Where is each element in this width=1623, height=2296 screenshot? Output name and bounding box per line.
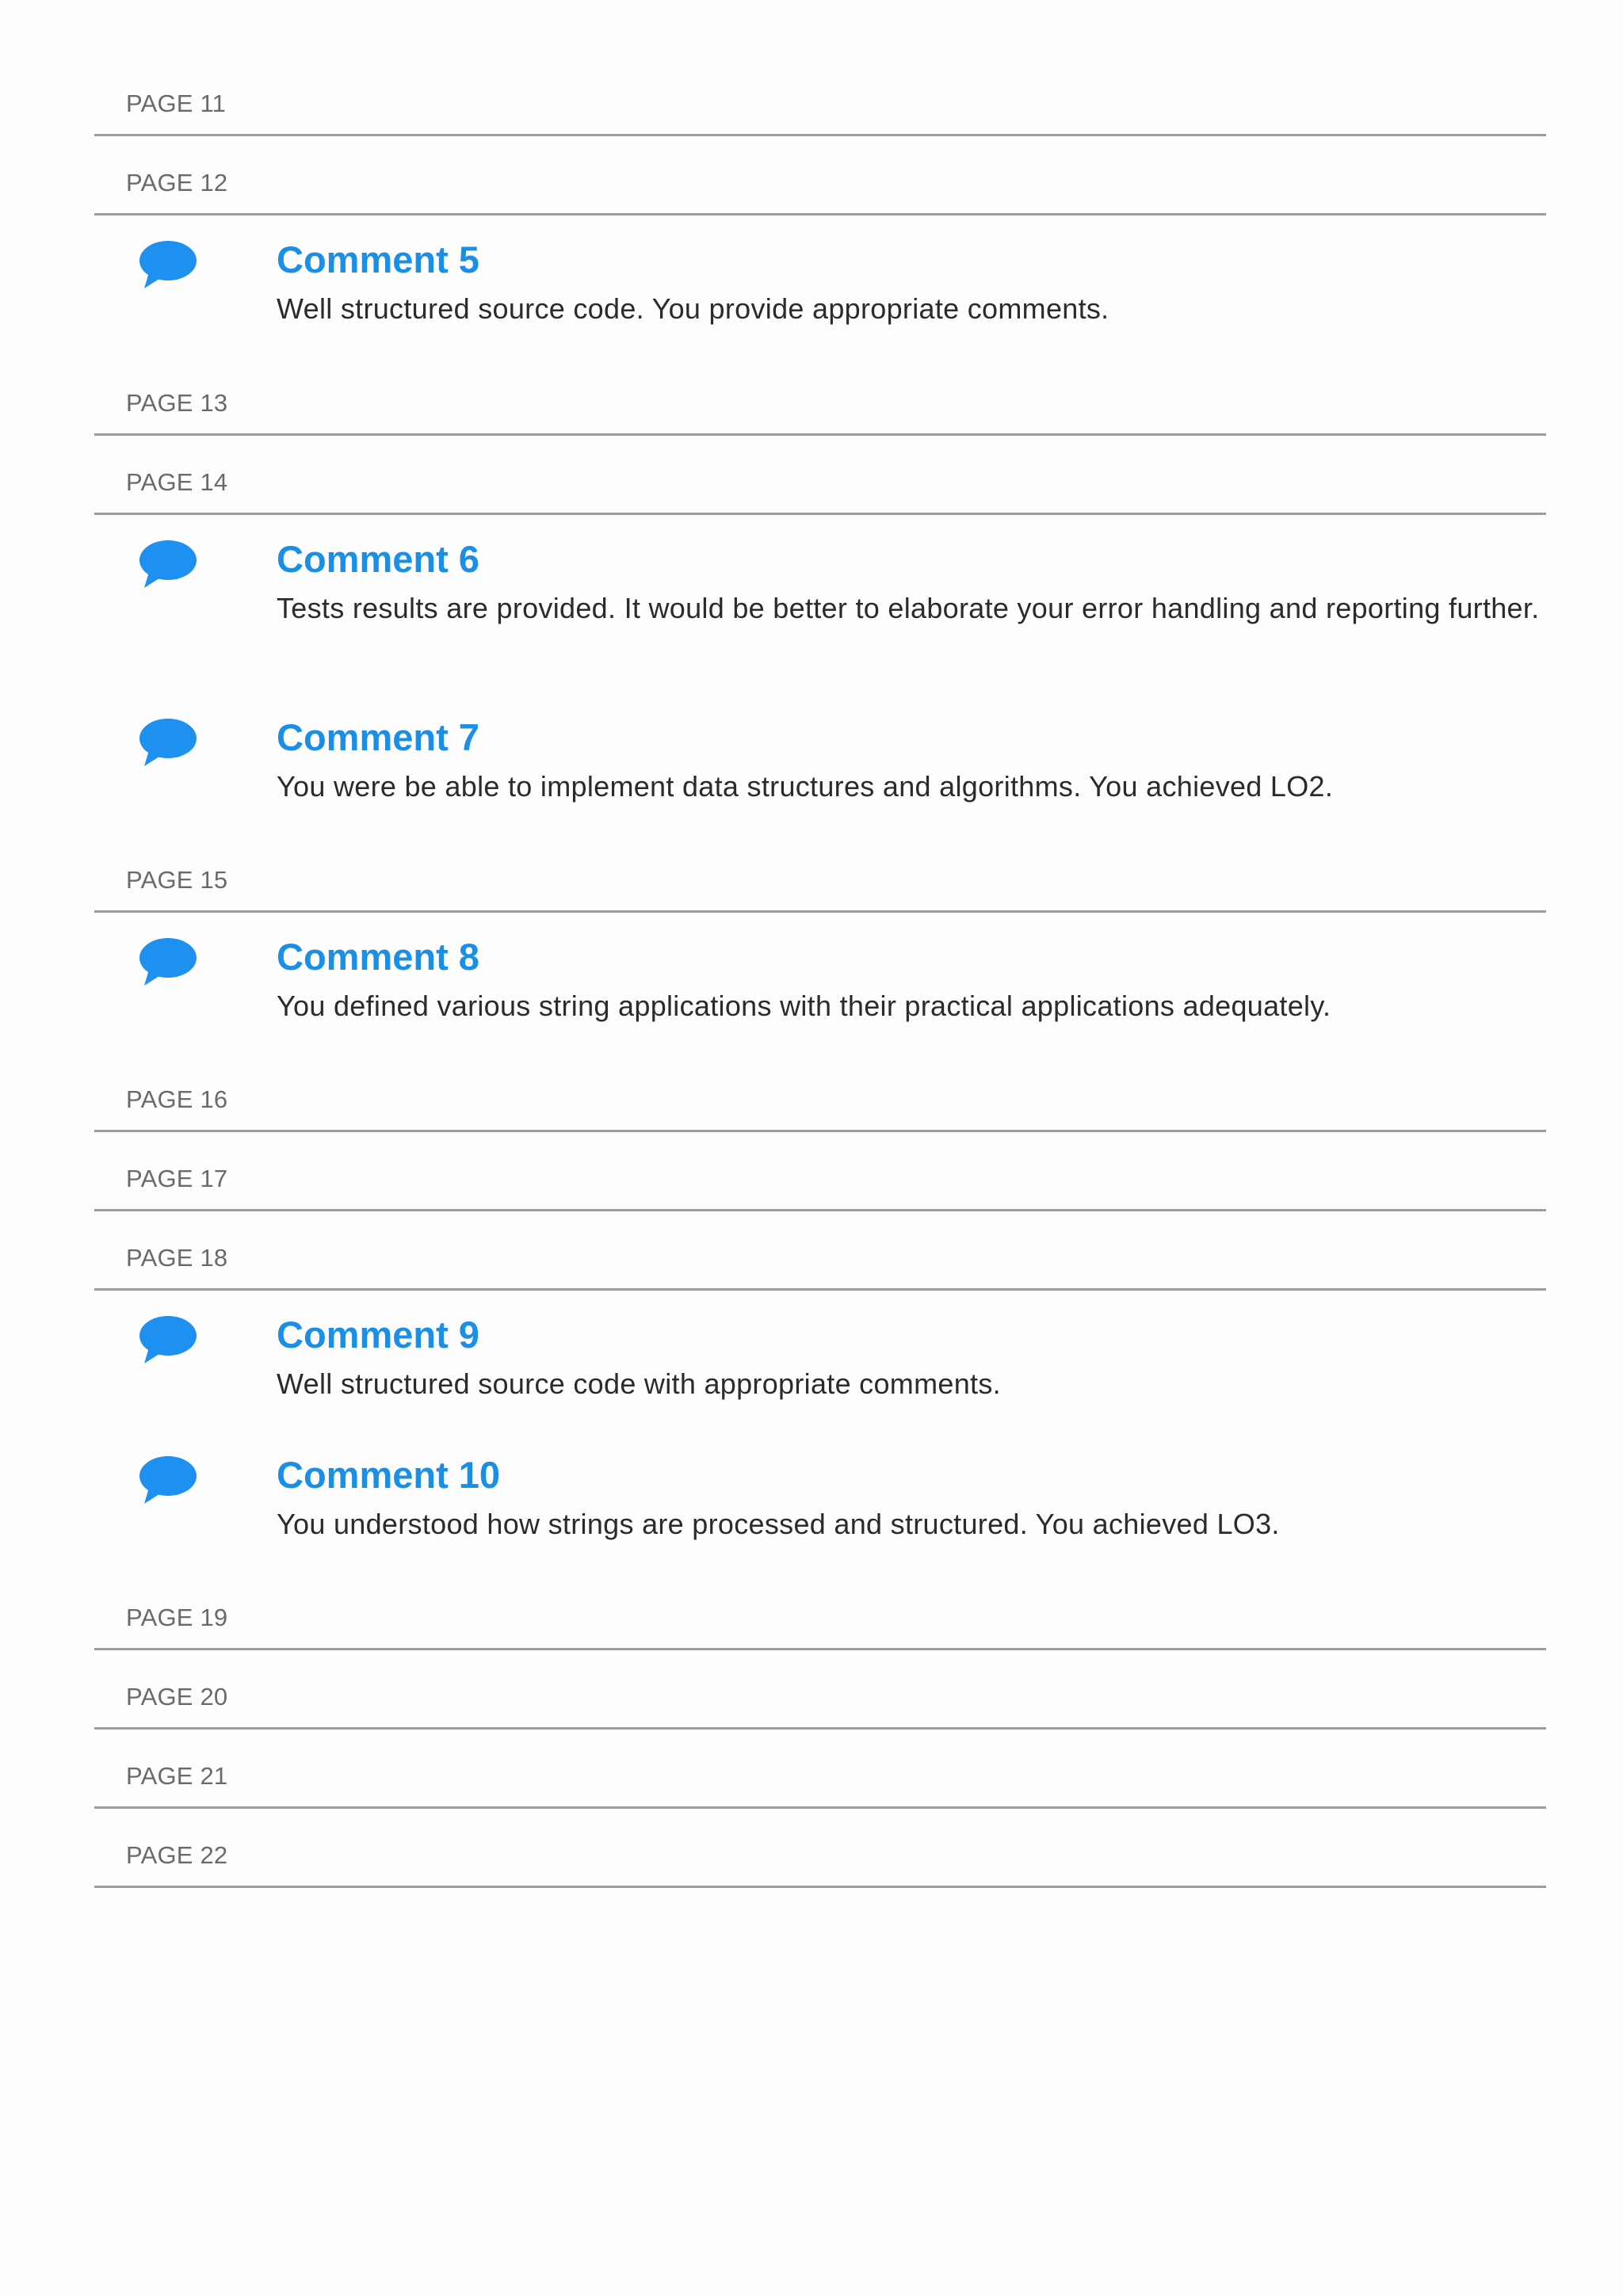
comment-title: Comment 6 — [277, 538, 479, 580]
speech-bubble-icon — [138, 539, 198, 589]
page-row-13 — [94, 357, 1546, 436]
page-row-11 — [94, 0, 1546, 136]
comment-title: Comment 10 — [277, 1454, 501, 1496]
comment-7 — [94, 693, 1546, 838]
comment-body: You understood how strings are processed and structured. You achieved LO3. — [277, 1508, 1280, 1540]
comment-title: Comment 7 — [277, 716, 479, 758]
page-row-16 — [94, 1053, 1546, 1132]
comment-6 — [94, 515, 1546, 693]
comment-body: Tests results are provided. It would be better to elaborate your error handling and reporting further. — [277, 592, 1540, 624]
page-label: PAGE 11 — [126, 90, 227, 117]
comment-body: You were be able to implement data structures and algorithms. You achieved LO2. — [277, 770, 1334, 803]
page-label: PAGE 18 — [126, 1244, 228, 1272]
page-label: PAGE 14 — [126, 468, 228, 496]
page-row-17 — [94, 1132, 1546, 1211]
comment-body: Well structured source code. You provide appropriate comments. — [277, 292, 1109, 325]
page-row-15 — [94, 838, 1546, 913]
speech-bubble-icon — [138, 936, 198, 987]
page-row-22 — [94, 1809, 1546, 1888]
comment-10 — [94, 1431, 1546, 1571]
page-label: PAGE 19 — [126, 1604, 228, 1631]
comment-body: Well structured source code with appropriate comments. — [277, 1367, 1001, 1400]
comment-title: Comment 9 — [277, 1314, 479, 1356]
page-row-18 — [94, 1211, 1546, 1291]
page-label: PAGE 21 — [126, 1762, 228, 1790]
page-label: PAGE 13 — [126, 389, 228, 417]
page-label: PAGE 17 — [126, 1165, 228, 1192]
page-label: PAGE 16 — [126, 1085, 228, 1113]
page-label: PAGE 20 — [126, 1683, 228, 1711]
page-row-20 — [94, 1650, 1546, 1730]
page-row-14 — [94, 436, 1546, 515]
comments-document — [94, 0, 1546, 1888]
comment-9 — [94, 1291, 1546, 1431]
speech-bubble-icon — [138, 1314, 198, 1365]
speech-bubble-icon — [138, 1455, 198, 1505]
page-label: PAGE 22 — [126, 1841, 228, 1869]
comment-title: Comment 8 — [277, 936, 479, 978]
page-label: PAGE 12 — [126, 169, 228, 196]
speech-bubble-icon — [138, 239, 198, 290]
comment-title: Comment 5 — [277, 238, 479, 280]
speech-bubble-icon — [138, 717, 198, 768]
comment-8 — [94, 913, 1546, 1053]
page-row-19 — [94, 1571, 1546, 1650]
page-row-21 — [94, 1730, 1546, 1809]
comment-5 — [94, 215, 1546, 357]
page-row-12 — [94, 136, 1546, 215]
page-label: PAGE 15 — [126, 866, 228, 894]
comment-body: You defined various string applications with their practical applications adequately. — [277, 990, 1331, 1022]
